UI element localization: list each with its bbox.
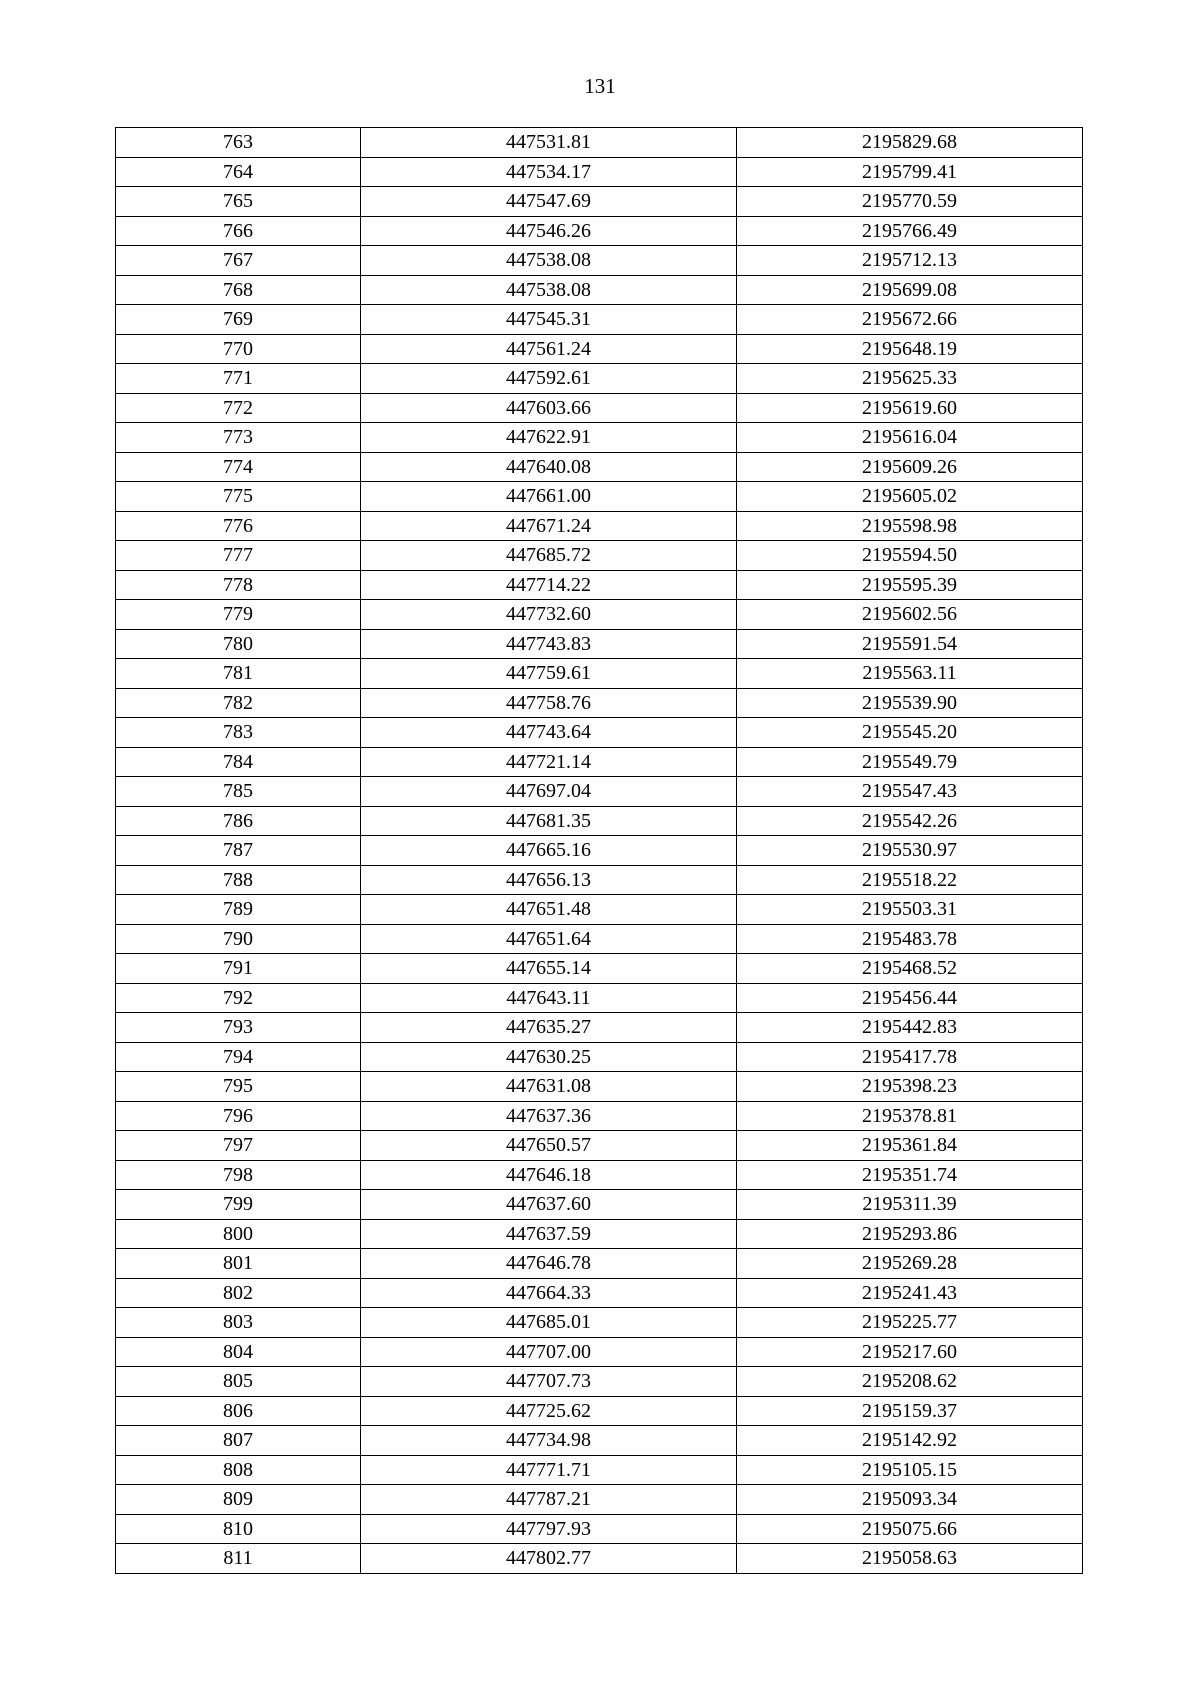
table-row: [116, 1426, 1083, 1456]
x-coordinate-cell: 447635.27: [361, 1013, 737, 1043]
table-row: [116, 364, 1083, 394]
x-coordinate-cell: 447538.08: [361, 275, 737, 305]
x-coordinate-cell: 447643.11: [361, 983, 737, 1013]
y-coordinate-cell: 2195672.66: [737, 305, 1083, 335]
x-coordinate-cell: 447707.73: [361, 1367, 737, 1397]
y-coordinate-cell: 2195602.56: [737, 600, 1083, 630]
point-number-cell: 788: [116, 865, 361, 895]
x-coordinate-cell: 447697.04: [361, 777, 737, 807]
point-number-cell: 765: [116, 187, 361, 217]
point-number-cell: 784: [116, 747, 361, 777]
y-coordinate-cell: 2195595.39: [737, 570, 1083, 600]
point-number-cell: 810: [116, 1514, 361, 1544]
y-coordinate-cell: 2195530.97: [737, 836, 1083, 866]
x-coordinate-cell: 447545.31: [361, 305, 737, 335]
y-coordinate-cell: 2195398.23: [737, 1072, 1083, 1102]
x-coordinate-cell: 447734.98: [361, 1426, 737, 1456]
x-coordinate-cell: 447707.00: [361, 1337, 737, 1367]
point-number-cell: 795: [116, 1072, 361, 1102]
x-coordinate-cell: 447797.93: [361, 1514, 737, 1544]
point-number-cell: 767: [116, 246, 361, 276]
point-number-cell: 808: [116, 1455, 361, 1485]
x-coordinate-cell: 447531.81: [361, 128, 737, 158]
y-coordinate-cell: 2195503.31: [737, 895, 1083, 925]
x-coordinate-cell: 447637.60: [361, 1190, 737, 1220]
y-coordinate-cell: 2195609.26: [737, 452, 1083, 482]
y-coordinate-cell: 2195468.52: [737, 954, 1083, 984]
table-row: [116, 954, 1083, 984]
table-row: [116, 570, 1083, 600]
table-row: [116, 1042, 1083, 1072]
y-coordinate-cell: 2195625.33: [737, 364, 1083, 394]
point-number-cell: 801: [116, 1249, 361, 1279]
x-coordinate-cell: 447725.62: [361, 1396, 737, 1426]
point-number-cell: 769: [116, 305, 361, 335]
y-coordinate-cell: 2195542.26: [737, 806, 1083, 836]
y-coordinate-cell: 2195563.11: [737, 659, 1083, 689]
table-row: [116, 1308, 1083, 1338]
y-coordinate-cell: 2195208.62: [737, 1367, 1083, 1397]
table-row: [116, 865, 1083, 895]
table-row: [116, 747, 1083, 777]
x-coordinate-cell: 447759.61: [361, 659, 737, 689]
table-row: [116, 1278, 1083, 1308]
x-coordinate-cell: 447665.16: [361, 836, 737, 866]
table-row: [116, 1514, 1083, 1544]
y-coordinate-cell: 2195616.04: [737, 423, 1083, 453]
x-coordinate-cell: 447681.35: [361, 806, 737, 836]
point-number-cell: 794: [116, 1042, 361, 1072]
y-coordinate-cell: 2195311.39: [737, 1190, 1083, 1220]
x-coordinate-cell: 447651.64: [361, 924, 737, 954]
table-row: [116, 216, 1083, 246]
point-number-cell: 763: [116, 128, 361, 158]
y-coordinate-cell: 2195269.28: [737, 1249, 1083, 1279]
x-coordinate-cell: 447655.14: [361, 954, 737, 984]
table-row: [116, 1160, 1083, 1190]
y-coordinate-cell: 2195770.59: [737, 187, 1083, 217]
table-row: [116, 1367, 1083, 1397]
point-number-cell: 792: [116, 983, 361, 1013]
x-coordinate-cell: 447646.18: [361, 1160, 737, 1190]
table-row: [116, 452, 1083, 482]
x-coordinate-cell: 447640.08: [361, 452, 737, 482]
x-coordinate-cell: 447637.36: [361, 1101, 737, 1131]
x-coordinate-cell: 447546.26: [361, 216, 737, 246]
point-number-cell: 790: [116, 924, 361, 954]
x-coordinate-cell: 447547.69: [361, 187, 737, 217]
table-row: [116, 482, 1083, 512]
point-number-cell: 780: [116, 629, 361, 659]
y-coordinate-cell: 2195766.49: [737, 216, 1083, 246]
table-row: [116, 275, 1083, 305]
table-body: [116, 128, 1083, 1574]
y-coordinate-cell: 2195547.43: [737, 777, 1083, 807]
x-coordinate-cell: 447685.01: [361, 1308, 737, 1338]
point-number-cell: 797: [116, 1131, 361, 1161]
y-coordinate-cell: 2195456.44: [737, 983, 1083, 1013]
table-row: [116, 541, 1083, 571]
point-number-cell: 799: [116, 1190, 361, 1220]
table-row: [116, 895, 1083, 925]
x-coordinate-cell: 447732.60: [361, 600, 737, 630]
point-number-cell: 811: [116, 1544, 361, 1574]
point-number-cell: 764: [116, 157, 361, 187]
x-coordinate-cell: 447743.83: [361, 629, 737, 659]
x-coordinate-cell: 447651.48: [361, 895, 737, 925]
x-coordinate-cell: 447646.78: [361, 1249, 737, 1279]
y-coordinate-cell: 2195058.63: [737, 1544, 1083, 1574]
table-row: [116, 629, 1083, 659]
table-row: [116, 1190, 1083, 1220]
point-number-cell: 789: [116, 895, 361, 925]
point-number-cell: 786: [116, 806, 361, 836]
point-number-cell: 778: [116, 570, 361, 600]
y-coordinate-cell: 2195378.81: [737, 1101, 1083, 1131]
table-row: [116, 983, 1083, 1013]
x-coordinate-cell: 447622.91: [361, 423, 737, 453]
table-row: [116, 393, 1083, 423]
x-coordinate-cell: 447630.25: [361, 1042, 737, 1072]
table-row: [116, 1396, 1083, 1426]
y-coordinate-cell: 2195598.98: [737, 511, 1083, 541]
x-coordinate-cell: 447721.14: [361, 747, 737, 777]
y-coordinate-cell: 2195217.60: [737, 1337, 1083, 1367]
x-coordinate-cell: 447685.72: [361, 541, 737, 571]
x-coordinate-cell: 447758.76: [361, 688, 737, 718]
x-coordinate-cell: 447771.71: [361, 1455, 737, 1485]
y-coordinate-cell: 2195712.13: [737, 246, 1083, 276]
y-coordinate-cell: 2195648.19: [737, 334, 1083, 364]
y-coordinate-cell: 2195545.20: [737, 718, 1083, 748]
point-number-cell: 782: [116, 688, 361, 718]
y-coordinate-cell: 2195075.66: [737, 1514, 1083, 1544]
point-number-cell: 809: [116, 1485, 361, 1515]
page-number: 131: [584, 74, 616, 98]
point-number-cell: 774: [116, 452, 361, 482]
table-row: [116, 128, 1083, 158]
y-coordinate-cell: 2195225.77: [737, 1308, 1083, 1338]
table-row: [116, 187, 1083, 217]
point-number-cell: 793: [116, 1013, 361, 1043]
x-coordinate-cell: 447631.08: [361, 1072, 737, 1102]
point-number-cell: 781: [116, 659, 361, 689]
point-number-cell: 800: [116, 1219, 361, 1249]
x-coordinate-cell: 447534.17: [361, 157, 737, 187]
point-number-cell: 787: [116, 836, 361, 866]
table-row: [116, 1219, 1083, 1249]
point-number-cell: 791: [116, 954, 361, 984]
x-coordinate-cell: 447637.59: [361, 1219, 737, 1249]
y-coordinate-cell: 2195799.41: [737, 157, 1083, 187]
table-row: [116, 511, 1083, 541]
table-row: [116, 718, 1083, 748]
point-number-cell: 768: [116, 275, 361, 305]
table-row: [116, 1101, 1083, 1131]
y-coordinate-cell: 2195829.68: [737, 128, 1083, 158]
y-coordinate-cell: 2195619.60: [737, 393, 1083, 423]
table-row: [116, 1485, 1083, 1515]
x-coordinate-cell: 447661.00: [361, 482, 737, 512]
x-coordinate-cell: 447743.64: [361, 718, 737, 748]
table-row: [116, 806, 1083, 836]
y-coordinate-cell: 2195518.22: [737, 865, 1083, 895]
table-row: [116, 305, 1083, 335]
point-number-cell: 785: [116, 777, 361, 807]
table-row: [116, 924, 1083, 954]
table-row: [116, 1249, 1083, 1279]
y-coordinate-cell: 2195442.83: [737, 1013, 1083, 1043]
point-number-cell: 805: [116, 1367, 361, 1397]
x-coordinate-cell: 447664.33: [361, 1278, 737, 1308]
point-number-cell: 779: [116, 600, 361, 630]
x-coordinate-cell: 447603.66: [361, 393, 737, 423]
table-row: [116, 157, 1083, 187]
y-coordinate-cell: 2195093.34: [737, 1485, 1083, 1515]
table-row: [116, 836, 1083, 866]
x-coordinate-cell: 447656.13: [361, 865, 737, 895]
y-coordinate-cell: 2195591.54: [737, 629, 1083, 659]
x-coordinate-cell: 447592.61: [361, 364, 737, 394]
y-coordinate-cell: 2195539.90: [737, 688, 1083, 718]
point-number-cell: 773: [116, 423, 361, 453]
y-coordinate-cell: 2195699.08: [737, 275, 1083, 305]
point-number-cell: 783: [116, 718, 361, 748]
point-number-cell: 766: [116, 216, 361, 246]
x-coordinate-cell: 447714.22: [361, 570, 737, 600]
y-coordinate-cell: 2195594.50: [737, 541, 1083, 571]
y-coordinate-cell: 2195417.78: [737, 1042, 1083, 1072]
point-number-cell: 796: [116, 1101, 361, 1131]
table-row: [116, 1337, 1083, 1367]
point-number-cell: 772: [116, 393, 361, 423]
x-coordinate-cell: 447802.77: [361, 1544, 737, 1574]
y-coordinate-cell: 2195105.15: [737, 1455, 1083, 1485]
point-number-cell: 803: [116, 1308, 361, 1338]
x-coordinate-cell: 447650.57: [361, 1131, 737, 1161]
y-coordinate-cell: 2195605.02: [737, 482, 1083, 512]
table-row: [116, 1544, 1083, 1574]
y-coordinate-cell: 2195361.84: [737, 1131, 1083, 1161]
x-coordinate-cell: 447787.21: [361, 1485, 737, 1515]
table-row: [116, 777, 1083, 807]
y-coordinate-cell: 2195549.79: [737, 747, 1083, 777]
x-coordinate-cell: 447561.24: [361, 334, 737, 364]
table-row: [116, 334, 1083, 364]
table-row: [116, 600, 1083, 630]
table-row: [116, 659, 1083, 689]
point-number-cell: 777: [116, 541, 361, 571]
table-row: [116, 246, 1083, 276]
y-coordinate-cell: 2195483.78: [737, 924, 1083, 954]
point-number-cell: 806: [116, 1396, 361, 1426]
point-number-cell: 775: [116, 482, 361, 512]
y-coordinate-cell: 2195142.92: [737, 1426, 1083, 1456]
x-coordinate-cell: 447671.24: [361, 511, 737, 541]
table-row: [116, 1072, 1083, 1102]
point-number-cell: 804: [116, 1337, 361, 1367]
y-coordinate-cell: 2195159.37: [737, 1396, 1083, 1426]
point-number-cell: 798: [116, 1160, 361, 1190]
point-number-cell: 770: [116, 334, 361, 364]
x-coordinate-cell: 447538.08: [361, 246, 737, 276]
coordinates-table: [115, 127, 1083, 1574]
table-row: [116, 423, 1083, 453]
table-row: [116, 1131, 1083, 1161]
table-row: [116, 1013, 1083, 1043]
point-number-cell: 802: [116, 1278, 361, 1308]
point-number-cell: 776: [116, 511, 361, 541]
table-row: [116, 1455, 1083, 1485]
point-number-cell: 807: [116, 1426, 361, 1456]
y-coordinate-cell: 2195293.86: [737, 1219, 1083, 1249]
y-coordinate-cell: 2195351.74: [737, 1160, 1083, 1190]
table-row: [116, 688, 1083, 718]
y-coordinate-cell: 2195241.43: [737, 1278, 1083, 1308]
point-number-cell: 771: [116, 364, 361, 394]
